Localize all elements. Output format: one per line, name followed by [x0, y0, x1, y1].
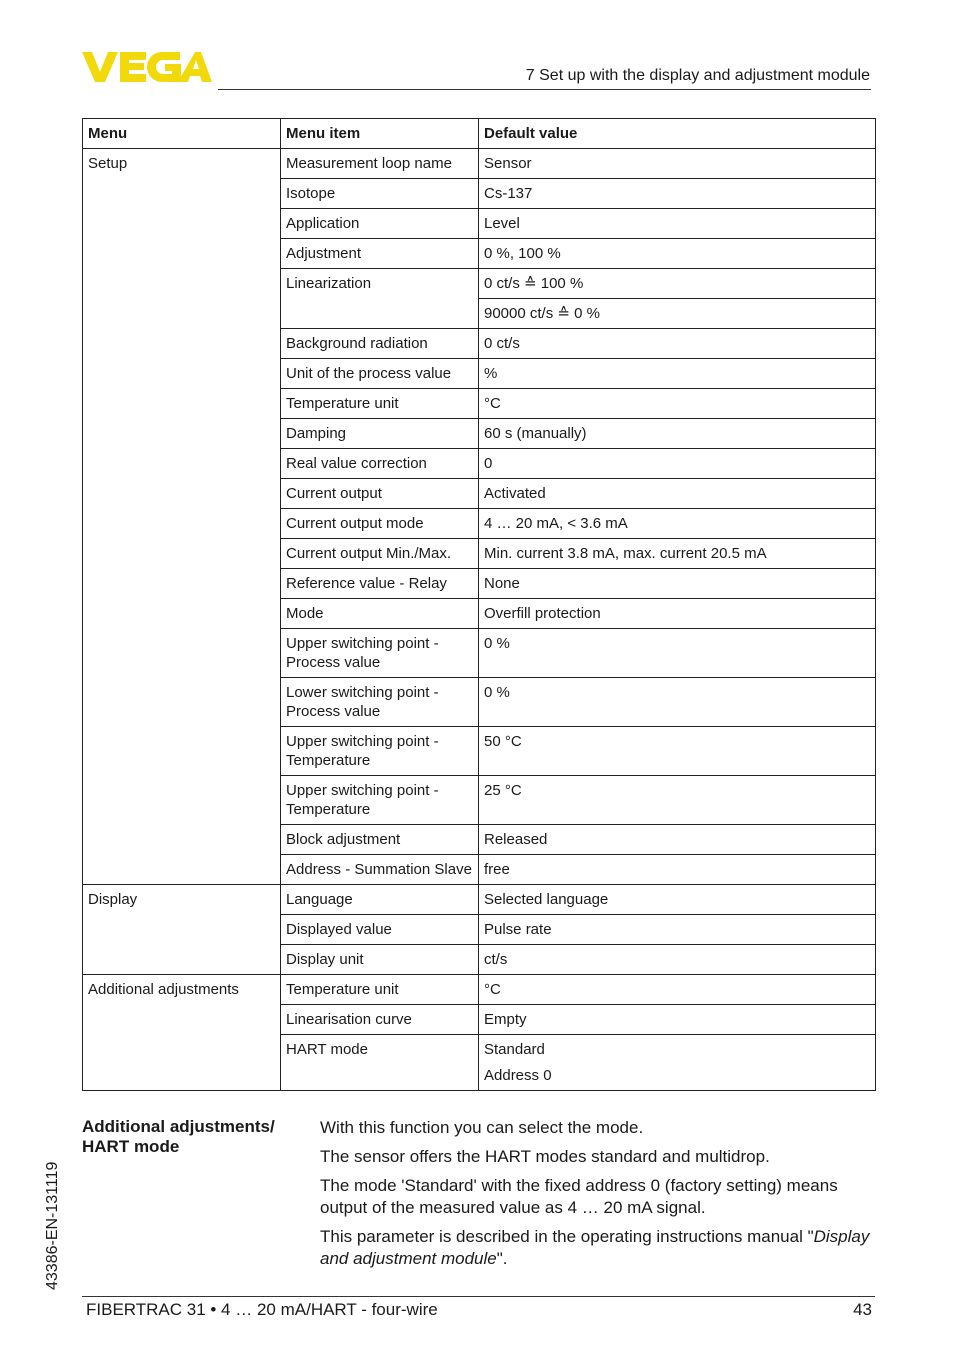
default-value-cell: Pulse rate [479, 915, 876, 945]
menu-item-cell: Current output Min./Max. [281, 539, 479, 569]
menu-item-cell: Temperature unit [281, 975, 479, 1005]
menu-item-cell: Damping [281, 419, 479, 449]
footer-rule [82, 1296, 875, 1297]
menu-item-cell: Displayed value [281, 915, 479, 945]
menu-item-cell: HART mode [281, 1035, 479, 1091]
default-value-cell: Activated [479, 479, 876, 509]
paragraph: With this function you can select the mode. [320, 1118, 644, 1137]
header-rule [218, 89, 871, 90]
paragraph [320, 1226, 875, 1270]
menu-item-cell: Background radiation [281, 329, 479, 359]
default-value-cell: °C [479, 389, 876, 419]
paragraph-text: ". [496, 1249, 508, 1268]
document-code: 43386-EN-131119 [44, 1161, 61, 1290]
paragraph: The sensor offers the HART modes standard and multidrop. [320, 1147, 770, 1166]
default-value-cell: 0 % [479, 629, 876, 678]
menu-item-cell: Reference value - Relay [281, 569, 479, 599]
menu-item-cell: Address - Summation Slave [281, 855, 479, 885]
menu-item-cell: Measurement loop name [281, 149, 479, 179]
default-value-cell: Empty [479, 1005, 876, 1035]
default-value-cell: Level [479, 209, 876, 239]
menu-item-cell: Linearisation curve [281, 1005, 479, 1035]
menu-cell: Additional adjustments [83, 975, 281, 1091]
column-header-menu-item: Menu item [281, 119, 479, 149]
menu-item-cell: Block adjustment [281, 825, 479, 855]
default-value-cell [479, 1035, 876, 1091]
default-value-cell: 0 ct/s [479, 329, 876, 359]
section-body [320, 1117, 875, 1277]
default-value-cell: Released [479, 825, 876, 855]
vega-logo [82, 50, 212, 84]
default-value-cell: None [479, 569, 876, 599]
menu-item-cell: Language [281, 885, 479, 915]
default-value-line: Address 0 [484, 1067, 552, 1084]
footer-title: FIBERTRAC 31 • 4 … 20 mA/HART - four-wire [86, 1300, 438, 1319]
default-value-cell: 0 ct/s ≙ 100 % [479, 269, 876, 299]
default-value-cell: 60 s (manually) [479, 419, 876, 449]
default-value-cell: 4 … 20 mA, < 3.6 mA [479, 509, 876, 539]
default-value-cell: % [479, 359, 876, 389]
table-row [83, 149, 876, 179]
table-row [83, 885, 876, 915]
paragraph: The mode 'Standard' with the fixed address 0 (factory setting) means output of the measured value as 4 … 20 mA signal. [320, 1176, 838, 1217]
default-value-cell: °C [479, 975, 876, 1005]
default-value-cell: ct/s [479, 945, 876, 975]
default-value-cell: 25 °C [479, 776, 876, 825]
default-value-cell: free [479, 855, 876, 885]
table-body [83, 149, 876, 1091]
manual-title: Display and adjustment module [320, 1227, 870, 1268]
menu-item-cell: Upper switching point - Process value [281, 629, 479, 678]
menu-item-cell: Display unit [281, 945, 479, 975]
default-value-cell: 0 %, 100 % [479, 239, 876, 269]
default-value-cell: 50 °C [479, 727, 876, 776]
menu-item-cell: Unit of the process value [281, 359, 479, 389]
menu-item-cell: Lower switching point - Process value [281, 678, 479, 727]
default-value-cell: Min. current 3.8 mA, max. current 20.5 mA [479, 539, 876, 569]
default-value-line: Standard [484, 1041, 545, 1058]
column-header-menu: Menu [83, 119, 281, 149]
table-row [83, 975, 876, 1005]
menu-cell: Display [83, 885, 281, 975]
menu-item-cell: Current output [281, 479, 479, 509]
menu-item-cell: Current output mode [281, 509, 479, 539]
table-header-row [83, 119, 876, 149]
default-settings-table [82, 118, 876, 1091]
menu-item-cell: Mode [281, 599, 479, 629]
section-header-title: 7 Set up with the display and adjustment module [525, 67, 870, 84]
paragraph-text: This parameter is described in the operating instructions manual " [320, 1227, 814, 1246]
menu-item-cell: Upper switching point - Temperature [281, 727, 479, 776]
menu-cell: Setup [83, 149, 281, 885]
default-value-cell: Overfill protection [479, 599, 876, 629]
menu-item-cell: Linearization [281, 269, 479, 329]
section-heading: Additional adjustments/ HART mode [82, 1117, 275, 1156]
default-value-cell: 0 % [479, 678, 876, 727]
menu-item-cell: Adjustment [281, 239, 479, 269]
menu-item-cell: Isotope [281, 179, 479, 209]
default-value-cell: 0 [479, 449, 876, 479]
page-number: 43 [853, 1300, 872, 1319]
menu-item-cell: Temperature unit [281, 389, 479, 419]
menu-item-cell: Upper switching point - Temperature [281, 776, 479, 825]
default-value-cell: Selected language [479, 885, 876, 915]
default-value-cell: Cs-137 [479, 179, 876, 209]
column-header-default-value: Default value [479, 119, 876, 149]
default-value-cell: 90000 ct/s ≙ 0 % [479, 299, 876, 329]
menu-item-cell: Real value correction [281, 449, 479, 479]
menu-item-cell: Application [281, 209, 479, 239]
default-value-cell: Sensor [479, 149, 876, 179]
